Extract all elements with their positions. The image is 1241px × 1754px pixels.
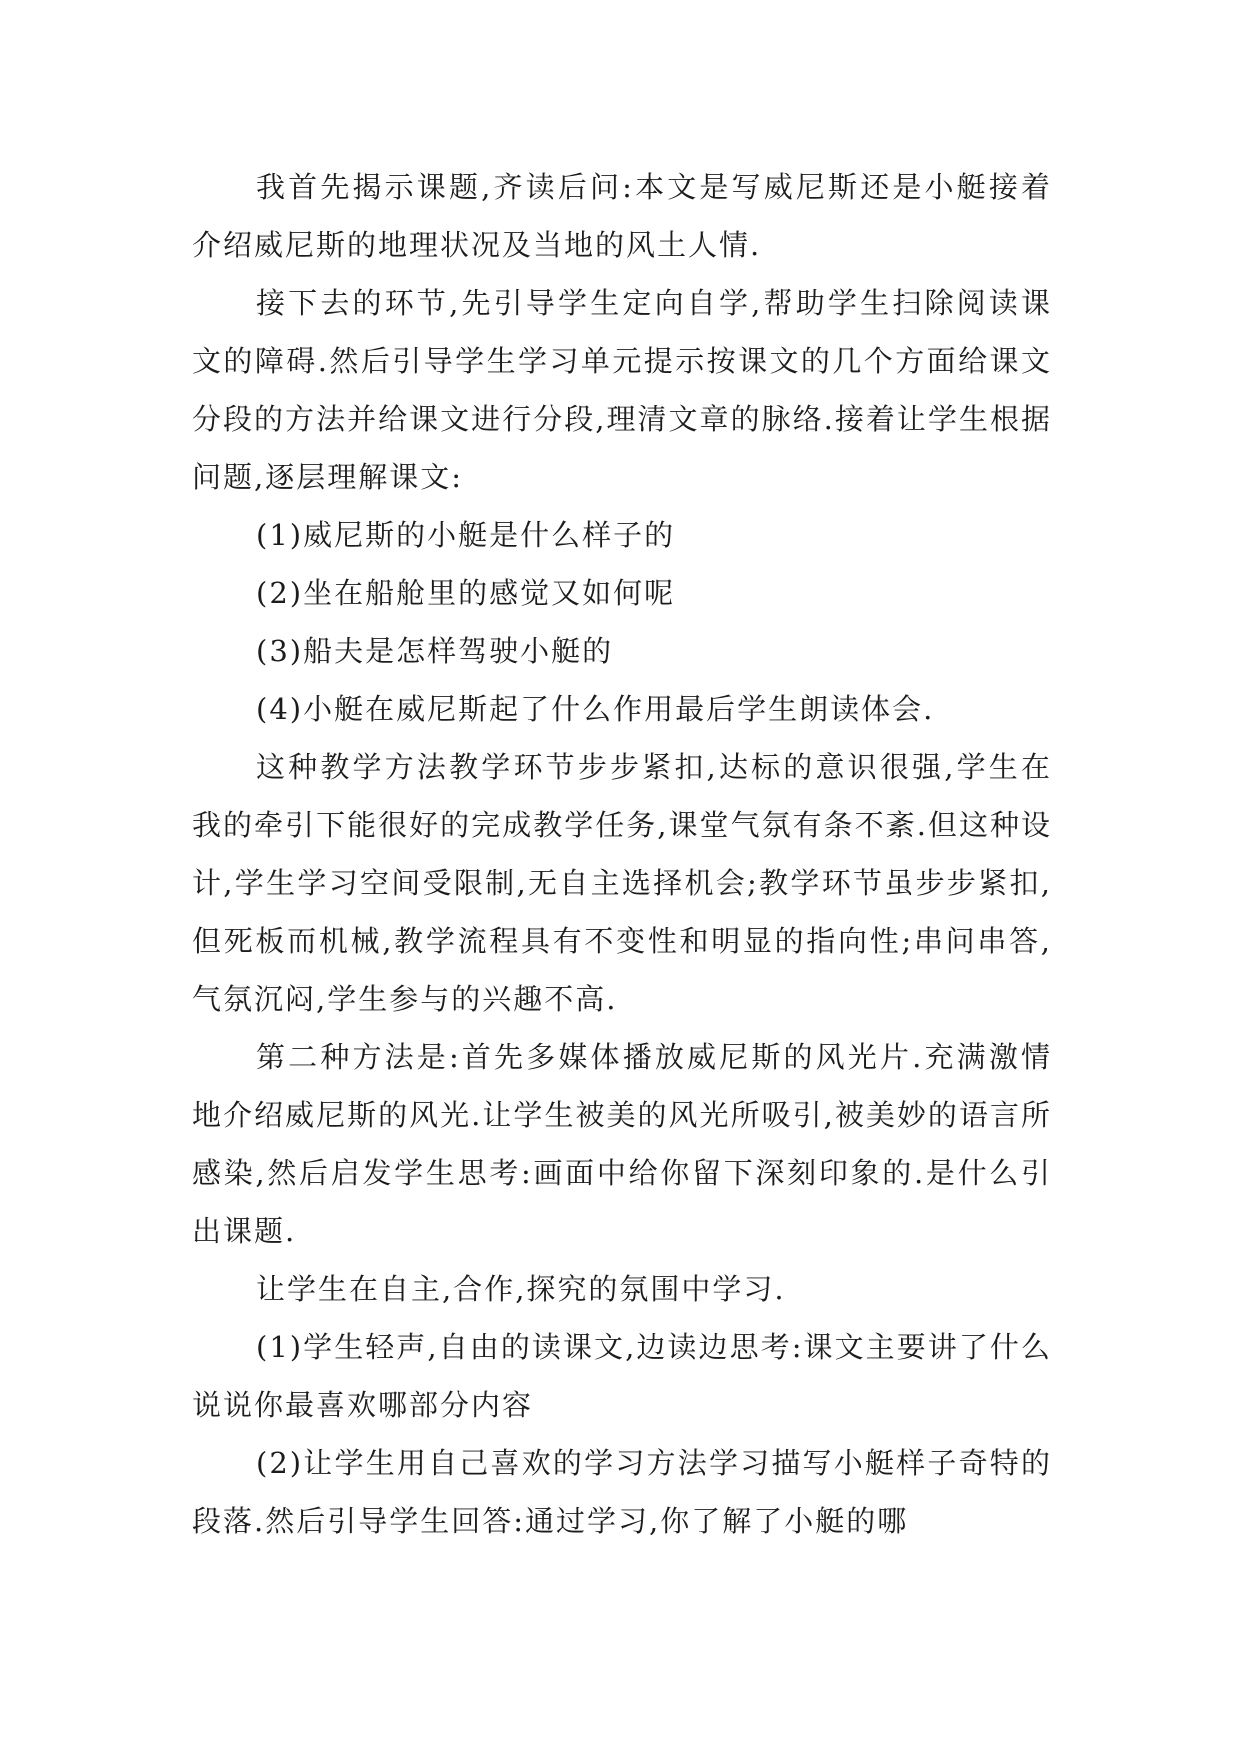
paragraph-evaluation: 这种教学方法教学环节步步紧扣,达标的意识很强,学生在我的牵引下能很好的完成教学任务,课堂气氛有条不紊.但这种设计,学生学习空间受限制,无自主选择机会;教学环节虽步步紧扣,但死板而机械,教学流程具有不变性和明显的指向性;串问串答,气氛沉闷,学生参与的兴趣不高. [192, 750, 1052, 1016]
paragraph-method-two: 第二种方法是:首先多媒体播放威尼斯的风光片.充满激情地介绍威尼斯的风光.让学生被美的风光所吸引,被美妙的语言所感染,然后启发学生思考:画面中给你留下深刻印象的.是什么引出课题. [192, 1040, 1052, 1248]
question-item-4: (4)小艇在威尼斯起了什么作用最后学生朗读体会. [256, 692, 935, 726]
question-item-2: (2)坐在船舱里的感觉又如何呢 [256, 576, 676, 610]
question-item-3: (3)船夫是怎样驾驶小艇的 [256, 634, 614, 668]
question-item-1: (1)威尼斯的小艇是什么样子的 [256, 518, 676, 552]
document-body [192, 158, 1052, 1550]
paragraph-steps: 接下去的环节,先引导学生定向自学,帮助学生扫除阅读课文的障碍.然后引导学生学习单元提示按课文的几个方面给课文分段的方法并给课文进行分段,理清文章的脉络.接着让学生根据问题,逐层理解课文: [192, 286, 1052, 494]
activity-item-1: (1)学生轻声,自由的读课文,边读边思考:课文主要讲了什么说说你最喜欢哪部分内容 [192, 1330, 1052, 1422]
activity-item-2: (2)让学生用自己喜欢的学习方法学习描写小艇样子奇特的段落.然后引导学生回答:通过学习,你了解了小艇的哪 [192, 1446, 1052, 1538]
paragraph-autonomy: 让学生在自主,合作,探究的氛围中学习. [256, 1272, 786, 1306]
paragraph-intro: 我首先揭示课题,齐读后问:本文是写威尼斯还是小艇接着介绍威尼斯的地理状况及当地的风土人情. [192, 170, 1052, 262]
